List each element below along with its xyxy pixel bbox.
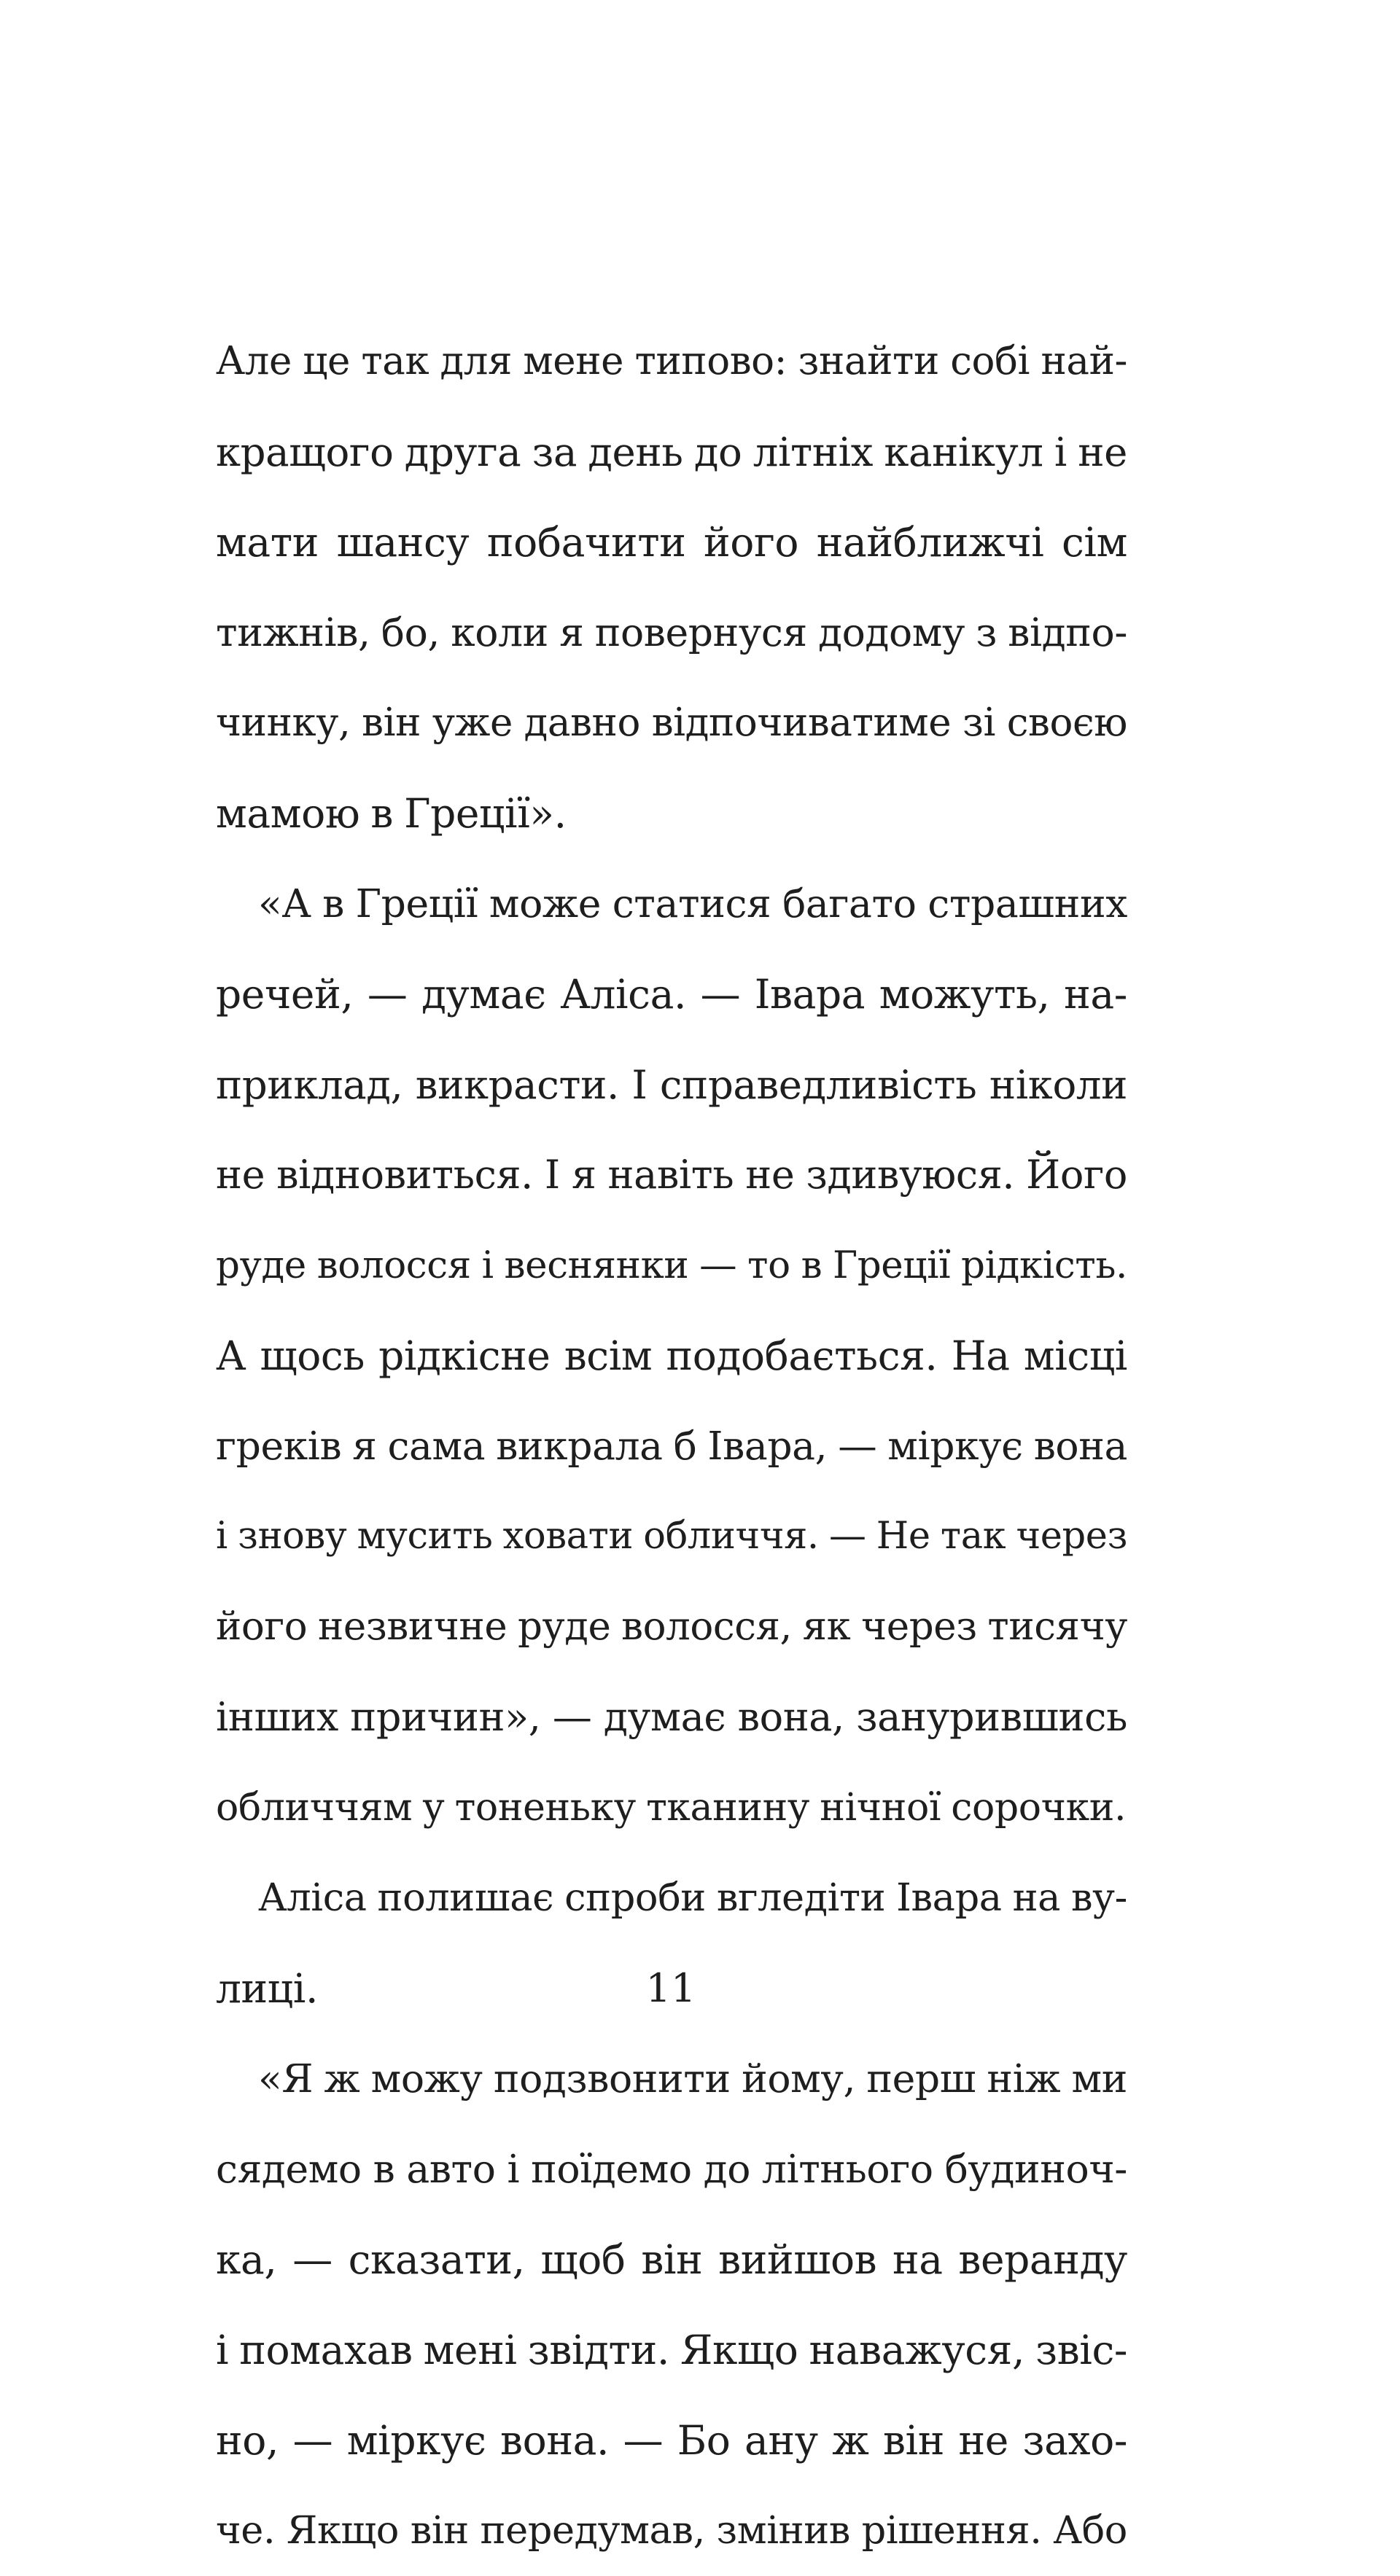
text-line: че. Якщо він передумав, змінив рішення. Або: [216, 2508, 1127, 2553]
text-line: кращого друга за день до літніх канікул і не: [216, 429, 1127, 475]
text-line: речей, — думає Аліса. — Івара можуть, на-: [216, 971, 1127, 1018]
text-line: но, — міркує вона. — Бо ану ж він не захо-: [216, 2417, 1127, 2464]
text-line: «Я ж можу подзвонити йому, перш ніж ми: [258, 2056, 1127, 2101]
text-line: «А в Греції може статися багато страшних: [258, 881, 1127, 926]
text-line: сядемо в авто і поїдемо до літнього будиноч-: [216, 2146, 1127, 2192]
text-line: приклад, викрасти. І справедливість ніколи: [216, 1061, 1127, 1108]
body-text: [216, 316, 1127, 2576]
text-line: А щось рідкісне всім подобається. На місці: [216, 1332, 1127, 1379]
text-line: Аліса полишає спроби вгледіти Івара на ву-: [258, 1876, 1127, 1920]
text-line: мамою в Греції».: [216, 790, 567, 837]
text-line: Але це так для мене типово: знайти собі най-: [216, 339, 1127, 383]
text-line: греків я сама викрала б Івара, — міркує вона: [216, 1423, 1127, 1469]
text-line: лиці.: [216, 1965, 319, 2012]
text-line: інших причин», — думає вона, занурившись: [216, 1694, 1127, 1740]
text-line: мати шансу побачити його найближчі сім: [216, 519, 1127, 566]
text-line: не відновиться. І я навіть не здивуюся. Його: [216, 1152, 1127, 1198]
text-line: обличчям у тоненьку тканину нічної сорочки.: [216, 1786, 1127, 1830]
text-line: ка, — сказати, щоб він вийшов на веранду: [216, 2236, 1127, 2283]
text-line: руде волосся і веснянки — то в Греції рідкість.: [216, 1244, 1127, 1287]
text-line: його незвичне руде волосся, як через тисячу: [216, 1604, 1127, 1649]
text-line: тижнів, бо, коли я повернуся додому з відпо-: [216, 609, 1127, 655]
page-number: 11: [645, 1965, 696, 2011]
text-line: і знову мусить ховати обличчя. — Не так через: [216, 1515, 1127, 1558]
text-line: і помахав мені звідти. Якщо наважуся, звіс-: [216, 2327, 1128, 2373]
text-line: чинку, він уже давно відпочиватиме зі своєю: [216, 700, 1127, 745]
